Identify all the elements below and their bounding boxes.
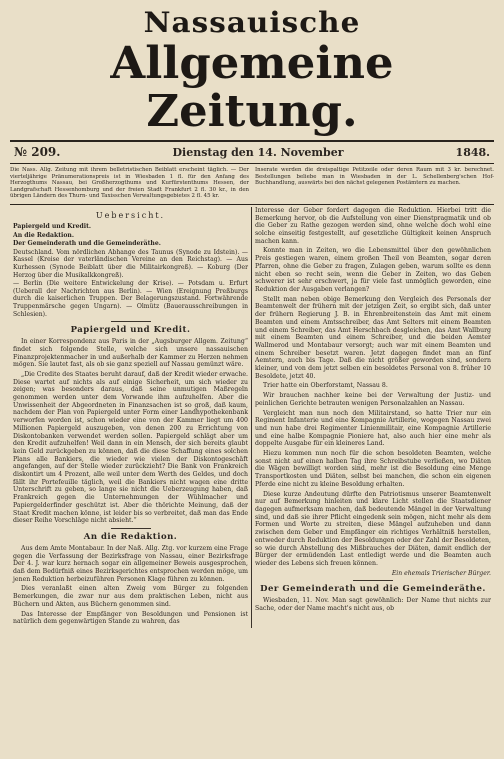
divider <box>111 528 151 529</box>
issue-date: Dienstag den 14. November <box>172 145 344 159</box>
article-paragraph: Dies veranlaßt einen alten Zweig vom Bürger zu folgenden Bemerkungen, die zwar nur aus dem praktischen Leben, nicht aus Büchern und Akten, aus Büchern genommen sind. <box>13 585 248 608</box>
article-paragraph: „Die Credite des Staates beruht darauf, daß der Kredit wieder erwache. Diese wartet auf nichts als auf einige Sicherheit, um sich wieder zu zeigen; was besonders daraus, daß seine unmutigen Maßregeln genommen werden unter dem Vorwande ihm aufzuhelfen. Aber die Unwissenheit der Abgeordneten in Finanzsachen ist so groß, daß kaum, nachdem der Plan von Papiergeld unter Form einer Landhypothekenbank verworfen worden ist, schon wieder eine von der Kammer liegt um 400 Millionen Papiergeld auszugeben, von denen 200 zu Errichtung von Diskontobanken verwendet werden sollen. Papiergeld schlägt aber um den Kredit aufzuhelfen! Weil dann in ein Mensch, der sich bereits glaubt kein Geld zurückgeben zu können, daß die diese Schaffung eines solchen Plans alle Bankiers, die wieder wie vielen der Diskontogeschäft angefangen, auf der Stelle wieder zurückzieht? Die Bank von Frankreich diskontirt um 4 Prozent, alle weil unter dem Werth des Geldes, und doch fällt ihr Portefeuille täglich, weil die Bankiers nicht wagen eine dritte Unterschrift zu geben, so lange sie nicht die Ueberzeugung haben, daß Frankreich gegen die Unternehmungen der Wühlmacher und Papiergelderfinder geschützt ist. Aber die thörichte Meinung, daß der Staat Kredit machen könne, ist leider bis so verbreitet, daß man das Ende dieser Reihe Vorschläge nicht absieht.“ <box>13 370 248 525</box>
left-column <box>10 207 252 628</box>
article-paragraph: Aus dem Amte Montabaur. In der Naß. Allg. Ztg. vor kurzem eine Frage gegen die Verfassung der Bezirksfrage von Nassau, einer Bezirksfrage Der 4. J. war kurz hernach sogar ein allgemeiner Beweis ausgesprochen, daß dem Bedürfniß eines Bezirksgerichtes entsprochen werden möge, um jenen Reduktion herbeizuführen Personen Klage führen zu können. <box>13 544 248 583</box>
toc-item: Papiergeld und Kredit. <box>13 222 92 230</box>
article-paragraph: Wiesbaden, 11. Nov. Man sagt gewöhnlich: Der Name thut nichts zur Sache, oder der Name macht's nicht aus, ob <box>255 597 491 613</box>
columns <box>10 207 494 628</box>
toc-item: An die Redaktion. <box>13 231 74 239</box>
article-paragraph: Trier hatte ein Oberforstamt, Nassau 8. <box>263 382 388 390</box>
toc-item: — Berlin (Die weitere Entwickelung der Krise). — Potsdam u. Erfurt (Ueberall der Nachrichten aus Berlin). — Wien (Ereignung Preßburgs durch die kaiserlichen Truppen. Der Belagerungszustand. Fortwährende Truppenmärsche gegen Ungarn). — Olmütz (Bauerausschreibungen in Schlesien). <box>13 280 248 318</box>
article-title-gemeinderath: Der Gemeinderath und die Gemeinderäthe. <box>260 584 486 595</box>
masthead-title: Allgemeine Zeitung. <box>110 38 394 137</box>
toc-list <box>13 223 248 318</box>
divider <box>353 580 393 581</box>
toc-title: Uebersicht. <box>95 210 166 220</box>
toc-item: Der Gemeinderath und die Gemeinderäthe. <box>13 240 161 248</box>
divider <box>111 321 151 322</box>
article-paragraph: Stellt man neben obige Bemerkung den Vergleich des Personals der Beamtenwelt der frühern mit der jetzigen Zeit, so ergibt sich, daß unter der frühern Regierung J. B. in Ehrenbreitenstein das Amt mit einem Beamten und einem Amtsschreiber, das Amt Selters mit einem Beamten und einem Schreiber, das Amt Herschbach desgleichen, das Amt Wallburg mit einem Beamten und einem Schreiber, und die beiden Aemter Wallmerod und Montabaur versorgt; auch war mit einem Beamten und einem Schreiber besetzt waren. Jetzt dagegen findet man an fünf Aemtern, auch bis Tage. Daß die nicht größer geworden sind, sondern kleiner, und von dem jetzt selben ein besoldetes Personal von 8. früher 10 Besoldete, jetzt 40. <box>255 295 491 380</box>
article-paragraph: Wir brauchen nachher keine bei der Verwaltung der Justiz- und peinlichen Gerichte betrauten wenigen Personalzahlen an Nassau. <box>255 392 491 407</box>
article-paragraph: In einer Korrespondenz aus Paris in der „Augsburger Allgem. Zeitung“ findet sich folgende Stelle, welche sich unsere nassauischen Finanzprojektenmacher in und außerhalb der Kammer zu Herzen nehmen mögen. Sie lautet fast, als ob sie ganz speziell auf Nassau gemünzt wäre. <box>13 338 248 369</box>
right-column <box>252 207 494 628</box>
article-paragraph: Interesse der Geber fordert dagegen die Reduktion. Hierbei tritt die Bemerkung hervor, ob die Aufstellung von einer Dienstpragmatik und ob die Geber zu Rathe gezogen werden sind, ohne welche doch wohl eine solche einseitig festgestellt, auf gesetzliche Gültigkeit keinen Anspruch machen kann. <box>255 206 491 245</box>
toc-item: Deutschland. Vom nördlichen Abhange des Taunus (Synode zu Idstein). — Kassel (Kreise der vaterländischen Vereine an den Reichstag). — Aus Kurhessen (Synode Beiblatt über die Militairkongreß). — Koburg (Der Herzog über die Musikalkkongreß). <box>13 248 248 279</box>
masthead-line1: Nassauische <box>143 6 361 39</box>
subscription-info <box>10 164 494 202</box>
dateline <box>10 142 494 161</box>
article-title-papiergeld: Papiergeld und Kredit. <box>70 325 191 336</box>
article-paragraph: Konnte man in Zeiten, wo die Lebensmittel über den gewöhnlichen Preis gestiegen waren, einem großen Theil von Beamten, sogar deren Pfarren, ohne die Geber zu fragen, Zulagen geben, warum sollte es denn nicht eben so recht sein, wenn die Geber in Zeiten, wo das Geben schwerer ist sehr erschwert, ja für viele fast unmöglich geworden, eine Reduktion der Ausgaben verlangen? <box>255 247 491 293</box>
issue-number: № 209. <box>14 145 61 159</box>
article-signature: Ein ehemals Trierischer Bürger. <box>391 569 491 577</box>
article-paragraph: Das Interesse der Empfänger von Besoldungen und Pensionen ist natürlich dem gegenwärtigen Stande zu wahren, das <box>13 610 248 626</box>
article-paragraph: Diese kurze Andeutung dürfte den Patriotismus unserer Beamtenwelt nur auf Bemerkung hinleiten und klare Licht stellen die Staatsdiener dagegen aufmerksam machen, daß bedeutende Mängel in der Verwaltung sind, und daß sie ihrer Pflicht eingedenk sein mögen, nicht mehr als dem Formen und Worte zu streiten, diese Mängel aufzuheben und dann zwischen dem Geber und Empfänger ein richtiges Verhältniß herstellen, entweder durch Reduktion der Besoldungen oder der Zahl der Besoldeten, so wie durch Abstellung des Mißbrauches der Diäten, damit endlich der Bürger der ermüdenden Last entledigt werde und die Beamten auch wieder des Lebens sich freuen können. <box>255 490 491 567</box>
prelude-rule <box>10 204 494 205</box>
issue-year: 1848. <box>455 145 490 159</box>
article-paragraph: Hiezu kommen nun noch für die schon besoldeten Beamten, welche sonst nicht auf einen halben Tag ihre Schreibstube verließen, wo Diäten die Wägen bewilligt worden sind, mehr ist die Besoldung eine Menge Transportkosten und Diäten, selbst bei manchen, die schon ein eigenen Pferde eine nicht zu kleine Besoldung erhalten. <box>255 450 491 488</box>
article-paragraph: Vergleicht man nun noch den Militairstand, so hatte Trier nur ein Regiment Infanterie und eine Kompagnie Artillerie, wogegen Nassau zwei und nun habe drei Regimenter Linienmilitair, eine Kompagnie Artillerie und eine halbe Kompagnie Pioniere hat, also auch hier eine mehr als doppelte Ausgabe für ein kleineres Land. <box>255 409 491 448</box>
article-title-redaktion: An die Redaktion. <box>83 531 178 542</box>
subscription-info-left: Die Nass. Allg. Zeitung mit ihrem belletristischen Beiblatt erscheint täglich. — Der vierteljährige Pränumerationspreis ist in Wiesbaden 1 fl. für den Anfang des Herzogthums Nassau, bei Großherzogthums und Kurfürstenthums Hessen, der Landgrafschaft Hessenhomburg und der freien Stadt Frankfurt 2 fl. 30 kr., in den übrigen Ländern des Thurn- und Taxisschen Verwaltungsgebietes 2 fl. 45 kr. <box>10 167 249 200</box>
subscription-info-right: Inserate werden die dreispaltige Petitzeile oder deren Raum mit 3 kr. berechnet. Bestellungen beliebe man in Wiesbaden in der L. Schellenberg'schen Hof-Buchhandlung, auswärts bei den nächst gelegenen Postämtern zu machen. <box>255 167 494 187</box>
